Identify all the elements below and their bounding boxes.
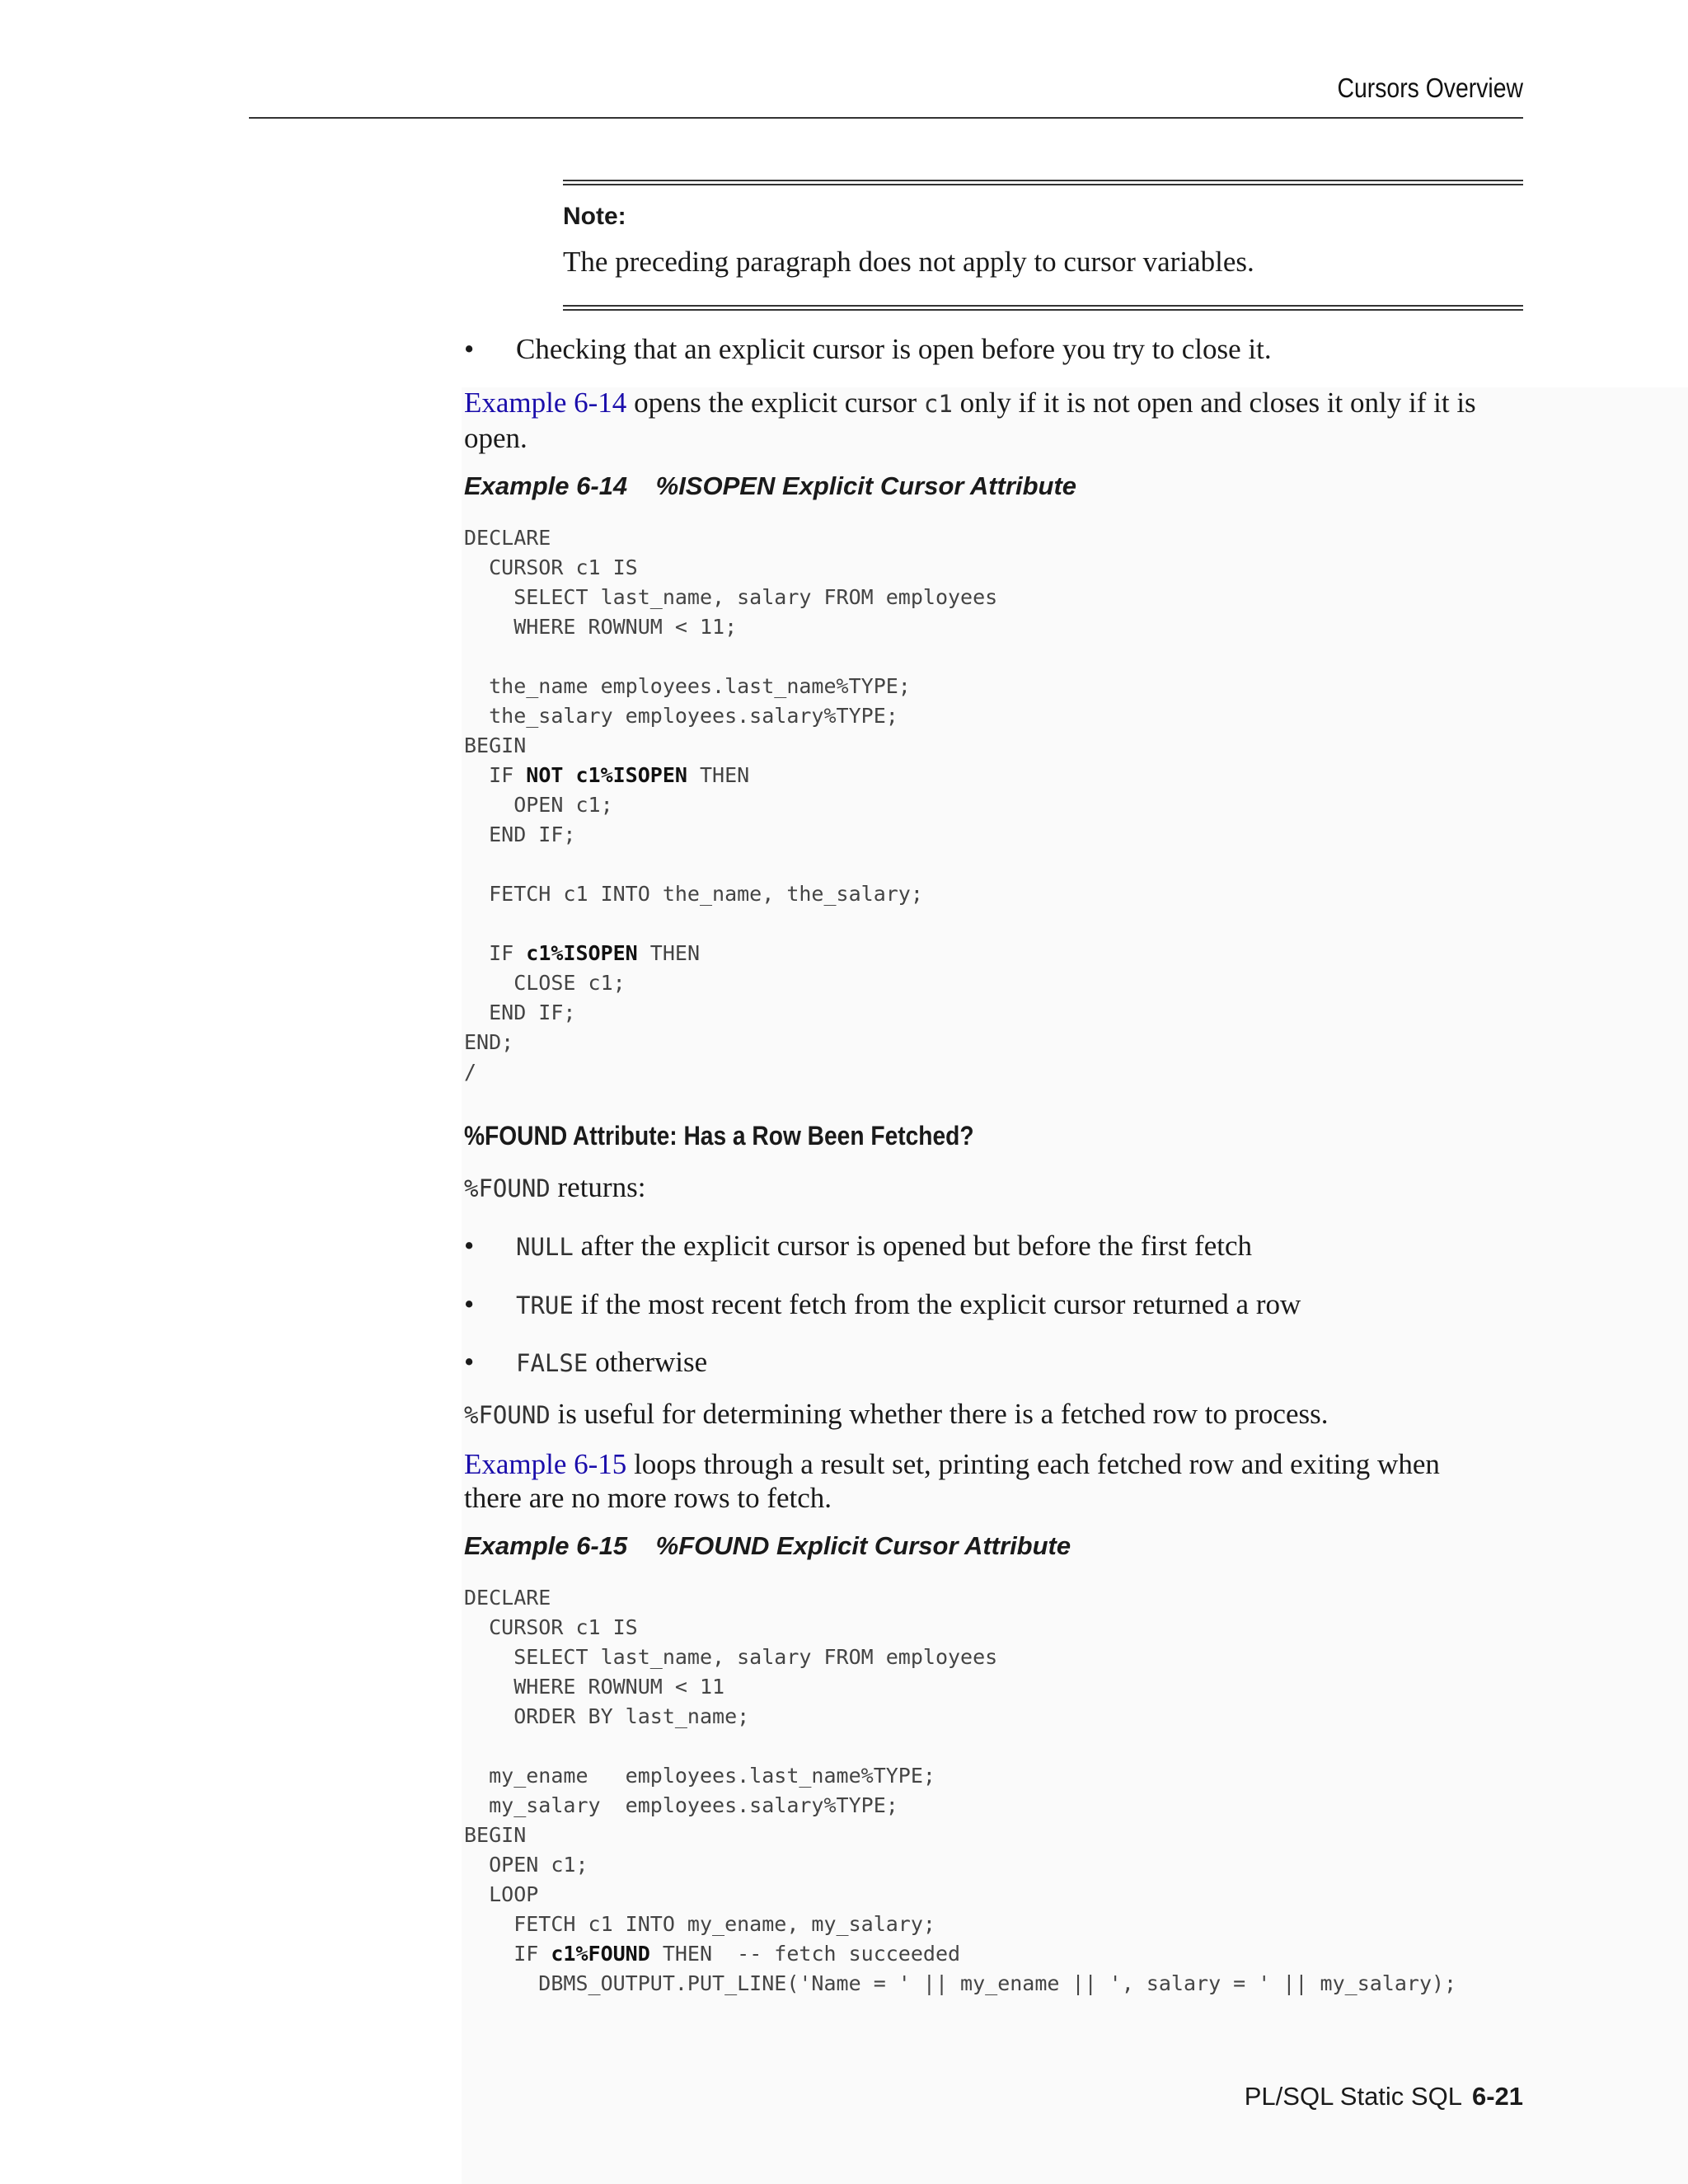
code-line: IF c1%ISOPEN THEN [464, 941, 700, 965]
found-useful-paragraph [464, 1397, 1328, 1432]
code-line: the_salary employees.salary%TYPE; [464, 704, 898, 728]
para-text-continued: there are no more rows to fetch. [464, 1482, 832, 1514]
page-footer [1245, 2082, 1523, 2111]
example-number: Example 6-15 [464, 1531, 628, 1560]
section-heading: %FOUND Attribute: Has a Row Been Fetched? [464, 1121, 974, 1151]
code-line: OPEN c1; [464, 1853, 588, 1877]
code-line: END IF; [464, 823, 576, 846]
link-example-6-14[interactable]: Example 6-14 [464, 387, 627, 419]
bullet-text [516, 1346, 707, 1379]
note-bottom-rule [563, 305, 1523, 311]
code-line: ORDER BY last_name; [464, 1704, 750, 1728]
note-text: The preceding paragraph does not apply to cursor variables. [563, 246, 1254, 278]
para-text: is useful for determining whether there is a fetched row to process. [550, 1398, 1329, 1430]
code-line: SELECT last_name, salary FROM employees [464, 1645, 998, 1669]
code-line: CURSOR c1 IS [464, 1615, 638, 1639]
bullet-item [464, 1288, 1536, 1324]
inline-code: TRUE [516, 1291, 574, 1319]
header-rule [249, 117, 1523, 119]
inline-code: NULL [516, 1233, 574, 1261]
code-line [464, 909, 997, 939]
code-line [464, 850, 997, 879]
code-line: BEGIN [464, 733, 527, 757]
bullet-dot: • [464, 333, 475, 365]
inline-code: %FOUND [464, 1174, 551, 1202]
found-intro [464, 1170, 645, 1206]
bullet-item [464, 333, 1536, 369]
code-line: my_salary employees.salary%TYPE; [464, 1793, 898, 1817]
note-top-rule [563, 180, 1523, 185]
code-line: IF c1%FOUND THEN -- fetch succeeded [464, 1942, 961, 1966]
example-6-15-title [464, 1531, 1071, 1561]
paragraph-example-15-intro [464, 1447, 1527, 1515]
code-line: END; [464, 1030, 514, 1054]
para-text: only if it is not open and closes it only if it is [952, 387, 1476, 419]
note-label: Note: [563, 203, 626, 230]
bullet-text [516, 1288, 1301, 1321]
example-6-14-title [464, 471, 1076, 501]
code-line: OPEN c1; [464, 793, 613, 817]
bullet-dot: • [464, 1288, 475, 1320]
code-line: WHERE ROWNUM < 11; [464, 615, 738, 639]
code-block-example-6-14 [464, 523, 997, 1087]
code-line: CLOSE c1; [464, 971, 626, 995]
para-text-continued: open. [464, 422, 528, 454]
bullet-text [516, 1230, 1252, 1263]
bullet-text-body: after the explicit cursor is opened but before the first fetch [573, 1230, 1252, 1262]
code-line: FETCH c1 INTO the_name, the_salary; [464, 882, 923, 906]
code-line: DBMS_OUTPUT.PUT_LINE('Name = ' || my_ename || ', salary = ' || my_salary); [464, 1971, 1457, 1995]
code-line: DECLARE [464, 526, 551, 550]
code-line: the_name employees.last_name%TYPE; [464, 674, 911, 698]
code-line: SELECT last_name, salary FROM employees [464, 585, 998, 609]
example-title: %FOUND Explicit Cursor Attribute [655, 1531, 1071, 1560]
para-text: loops through a result set, printing each fetched row and exiting when [626, 1448, 1440, 1480]
code-block-example-6-15 [464, 1583, 1456, 1999]
example-number: Example 6-14 [464, 471, 628, 500]
bullet-dot: • [464, 1230, 475, 1262]
bullet-text: Checking that an explicit cursor is open before you try to close it. [516, 333, 1272, 365]
bullet-text-body: if the most recent fetch from the explicit cursor returned a row [573, 1288, 1301, 1320]
running-header-title: Cursors Overview [1337, 73, 1523, 103]
code-line: CURSOR c1 IS [464, 555, 638, 579]
code-line [464, 1732, 1456, 1761]
paragraph-example-14-intro [464, 386, 1527, 455]
inline-code: FALSE [516, 1349, 588, 1377]
bullet-item [464, 1346, 1536, 1382]
code-line: BEGIN [464, 1823, 527, 1847]
code-line: / [464, 1060, 477, 1084]
bullet-text-body: otherwise [588, 1346, 708, 1378]
code-line [464, 642, 997, 672]
note-box [563, 180, 1523, 313]
page-number: 6-21 [1471, 2082, 1523, 2111]
code-line: IF NOT c1%ISOPEN THEN [464, 763, 750, 787]
bullet-item [464, 1230, 1536, 1266]
bullet-dot: • [464, 1346, 475, 1378]
para-text: opens the explicit cursor [626, 387, 924, 419]
para-text: returns: [550, 1171, 646, 1203]
code-line: my_ename employees.last_name%TYPE; [464, 1764, 935, 1788]
inline-code: c1 [923, 390, 953, 418]
code-line: END IF; [464, 1001, 576, 1024]
example-title: %ISOPEN Explicit Cursor Attribute [655, 471, 1077, 500]
code-line: LOOP [464, 1882, 539, 1906]
code-line: WHERE ROWNUM < 11 [464, 1675, 725, 1699]
inline-code: %FOUND [464, 1401, 551, 1429]
footer-section-title: PL/SQL Static SQL [1244, 2082, 1462, 2111]
code-line: DECLARE [464, 1586, 551, 1610]
link-example-6-15[interactable]: Example 6-15 [464, 1448, 627, 1480]
code-line: FETCH c1 INTO my_ename, my_salary; [464, 1912, 935, 1936]
